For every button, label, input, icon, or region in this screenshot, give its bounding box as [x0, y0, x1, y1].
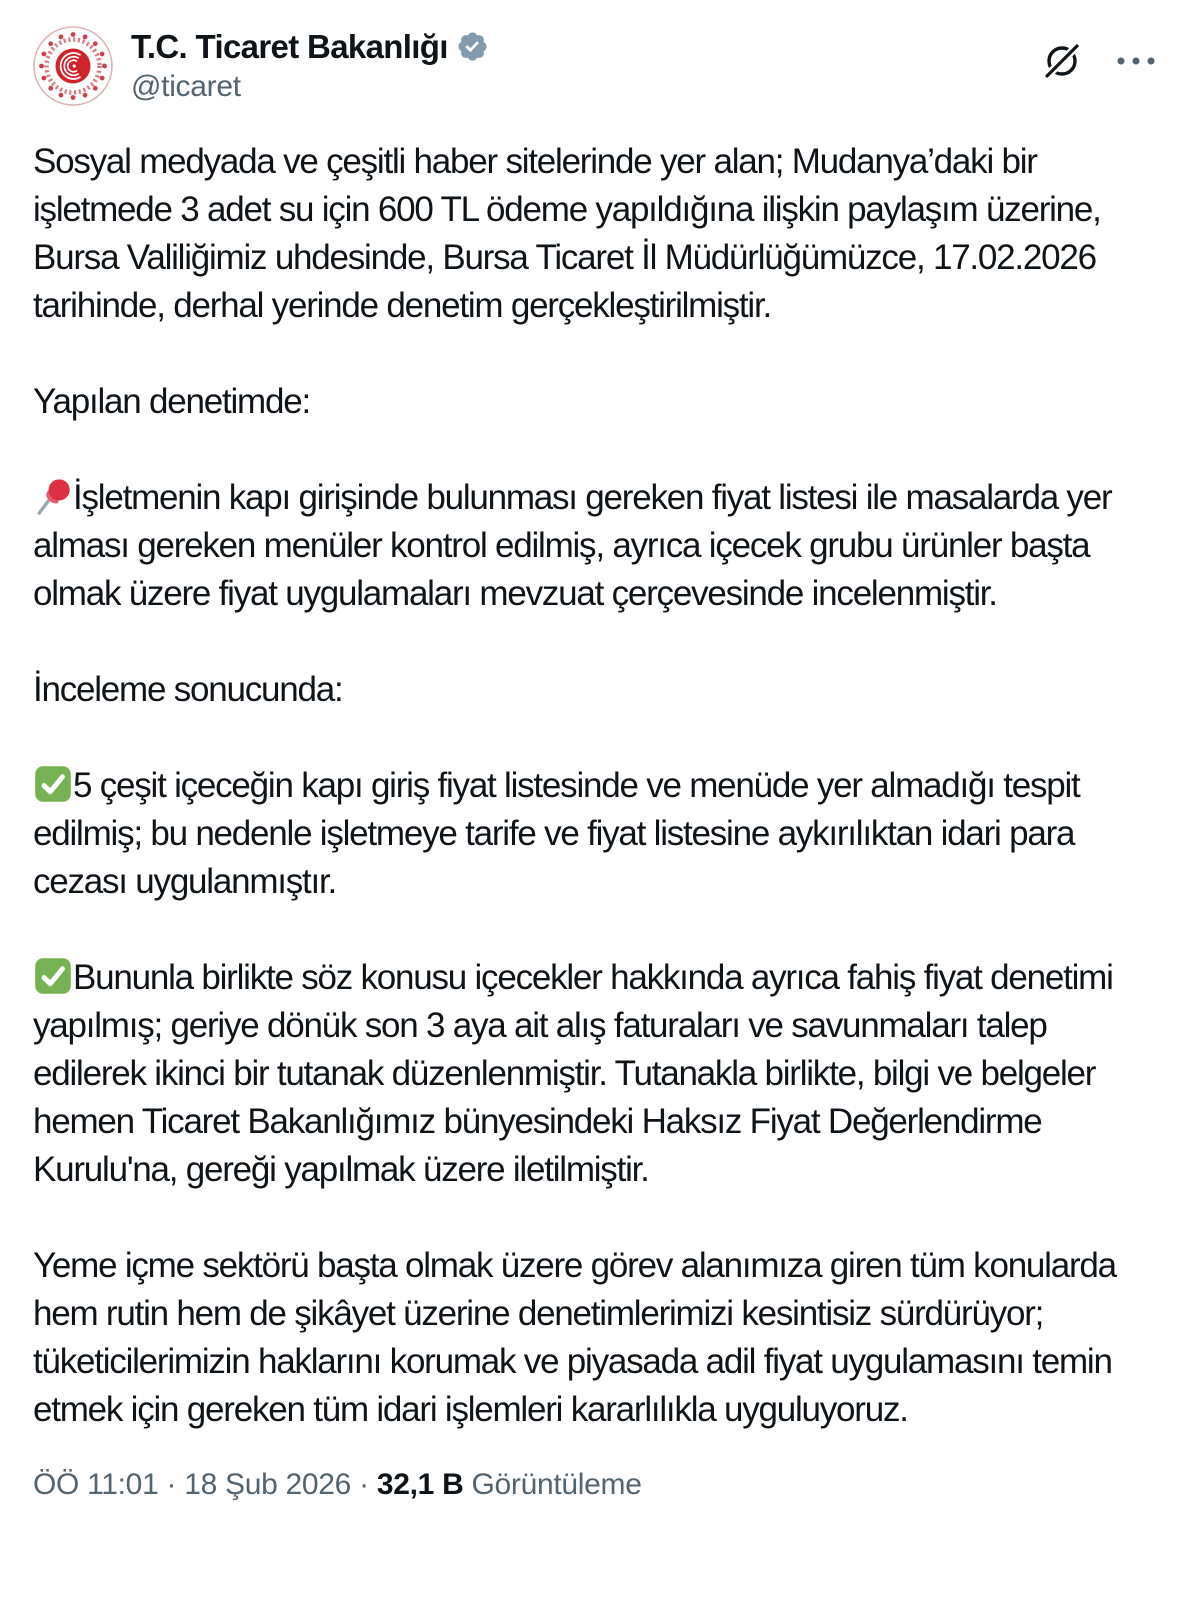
more-button[interactable] [1115, 55, 1157, 67]
paragraph [33, 378, 1157, 426]
paragraph-text: İşletmenin kapı girişinde bulunması gereken fiyat listesi ile masalarda yer alması gereken menüler kontrol edilmiş, ayrıca içecek grubu ürünler başta olmak üzere fiyat uygulamaları mevzuat çerçevesinde incelenmiştir. [33, 478, 1112, 613]
grok-button[interactable] [1039, 38, 1085, 84]
paragraph-text: Yeme içme sektörü başta olmak üzere görev alanımıza giren tüm konularda hem rutin hem de şikâyet üzerine denetimlerimizi kesintisiz sürdürüyor; tüketicilerimizin haklarını korumak ve piyasada adil fiyat uygulamasını temin etmek için gereken tüm idari işlemleri kararlılıkla uyguluyoruz. [33, 1246, 1116, 1429]
paragraph [33, 666, 1157, 714]
avatar[interactable] [33, 26, 113, 106]
paragraph [33, 954, 1157, 1194]
pushpin-emoji [33, 476, 73, 516]
tweet-text [33, 138, 1157, 1434]
author-handle[interactable]: @ticaret [131, 69, 241, 103]
paragraph-text: Sosyal medyada ve çeşitli haber sitelerinde yer alan; Mudanya’daki bir işletmede 3 adet su için 600 TL ödeme yapıldığına ilişkin paylaşım üzerine, Bursa Valiliğimiz uhdesinde, Bursa Ticaret İl Müdürlüğümüzce, 17.02.2026 tarihinde, derhal yerinde denetim gerçekleştirilmiştir. [33, 142, 1101, 325]
grok-icon [1039, 38, 1085, 84]
header-actions [1039, 26, 1157, 84]
author-name-row [131, 28, 1039, 66]
paragraph [33, 762, 1157, 906]
views-count: 32,1 B [376, 1468, 464, 1501]
paragraph [33, 474, 1157, 618]
verified-badge-icon [456, 30, 489, 63]
timestamp: ÖÖ 11:01 · 18 Şub 2026 · [33, 1468, 369, 1501]
tweet-meta [33, 1468, 1157, 1502]
check-emoji [33, 764, 73, 804]
tweet-header [33, 26, 1157, 106]
more-icon [1115, 55, 1157, 67]
paragraph-text: İnceleme sonucunda: [33, 670, 343, 709]
views-label: Görüntüleme [471, 1468, 642, 1501]
author-name[interactable]: T.C. Ticaret Bakanlığı [131, 28, 448, 65]
paragraph [33, 138, 1157, 330]
paragraph-text: 5 çeşit içeceğin kapı giriş fiyat listesinde ve menüde yer almadığı tespit edilmiş; bu nedenle işletmeye tarife ve fiyat listesine aykırılıktan idari para cezası uygulanmıştır. [33, 766, 1080, 901]
ministry-logo-icon [33, 26, 113, 106]
paragraph [33, 1242, 1157, 1434]
paragraph-text: Yapılan denetimde: [33, 382, 310, 421]
author-block [131, 26, 1039, 104]
check-emoji [33, 956, 73, 996]
paragraph-text: Bununla birlikte söz konusu içecekler hakkında ayrıca fahiş fiyat denetimi yapılmış; geriye dönük son 3 aya ait alış faturaları ve savunmaları talep edilerek ikinci bir tutanak düzenlenmiştir. Tutanakla birlikte, bilgi ve belgeler hemen Ticaret Bakanlığımız bünyesindeki Haksız Fiyat Değerlendirme Kurulu'na, gereği yapılmak üzere iletilmiştir. [33, 958, 1113, 1189]
